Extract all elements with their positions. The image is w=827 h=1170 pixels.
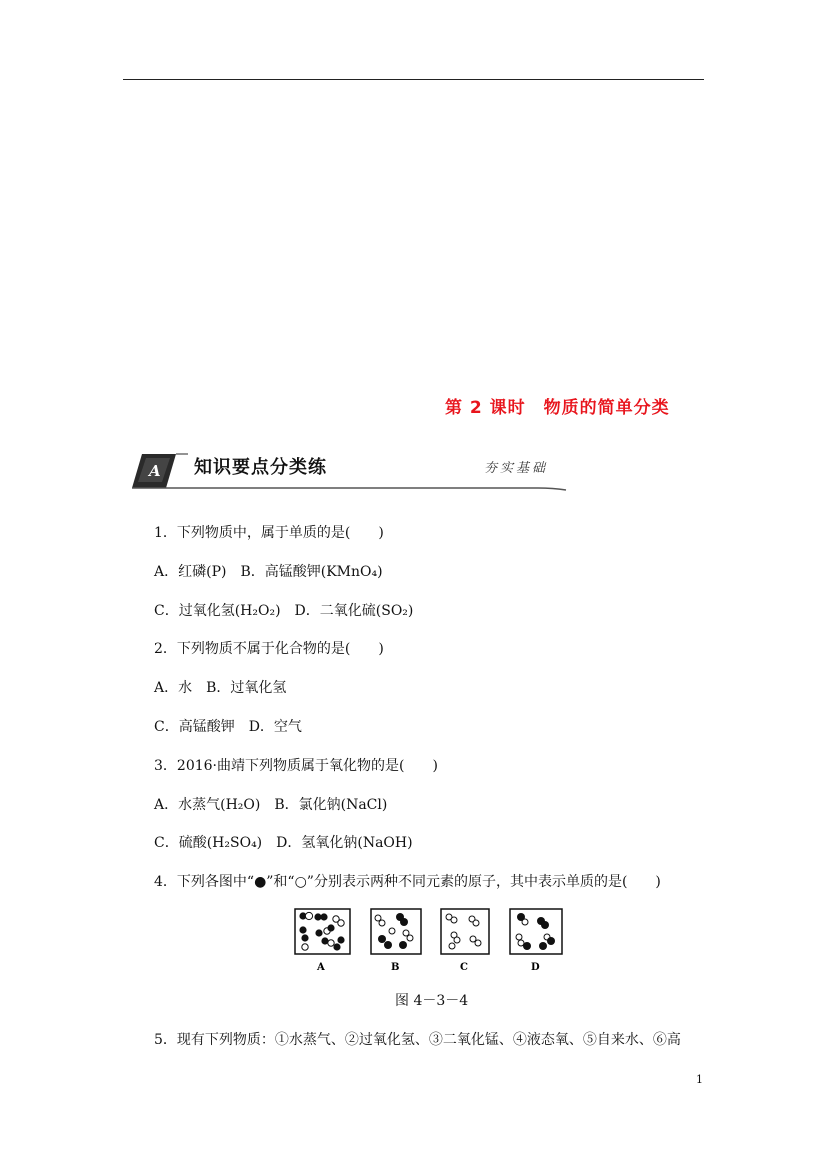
figure-label-d: D [531,962,540,973]
section-heading: 知识要点分类练 [194,457,327,478]
box-d [510,909,562,954]
box-c [441,909,489,954]
section-subheading: 夯实基础 [484,461,549,476]
question-3-options-ab: A．水蒸气(H₂O) B．氯化钠(NaCl) [154,797,388,813]
banner-underline [132,488,566,490]
question-1-options-ab: A．红磷(P) B．高锰酸钾(KMnO₄) [154,564,383,580]
header-rule [123,79,704,80]
figure-label-a: A [317,962,325,973]
figure-label-c: C [460,962,468,973]
question-2-options-ab: A．水 B．过氧化氢 [154,680,287,696]
box-a [295,909,350,954]
page-number: 1 [696,1073,703,1086]
question-3-stem: 3．2016·曲靖下列物质属于氧化物的是( ) [154,758,438,774]
question-4-stem: 4．下列各图中“●”和“○”分别表示两种不同元素的原子，其中表示单质的是( ) [154,874,661,890]
particle-diagram [294,908,566,973]
lesson-title: 第 2 课时 物质的简单分类 [445,398,670,418]
question-3-options-cd: C．硫酸(H₂SO₄) D．氢氧化钠(NaOH) [154,835,413,851]
question-2-options-cd: C．高锰酸钾 D．空气 [154,719,302,735]
box-b [371,909,421,954]
figure-caption: 图 4－3－4 [395,993,469,1009]
question-1-stem: 1．下列物质中，属于单质的是( ) [154,525,384,541]
banner-badge-letter: A [149,462,161,480]
question-5-stem: 5．现有下列物质：①水蒸气、②过氧化氢、③二氧化锰、④液态氧、⑤自来水、⑥高 [154,1032,681,1048]
figure-label-b: B [391,962,400,973]
question-1-options-cd: C．过氧化氢(H₂O₂) D．二氧化硫(SO₂) [154,603,414,619]
question-2-stem: 2．下列物质不属于化合物的是( ) [154,641,384,657]
